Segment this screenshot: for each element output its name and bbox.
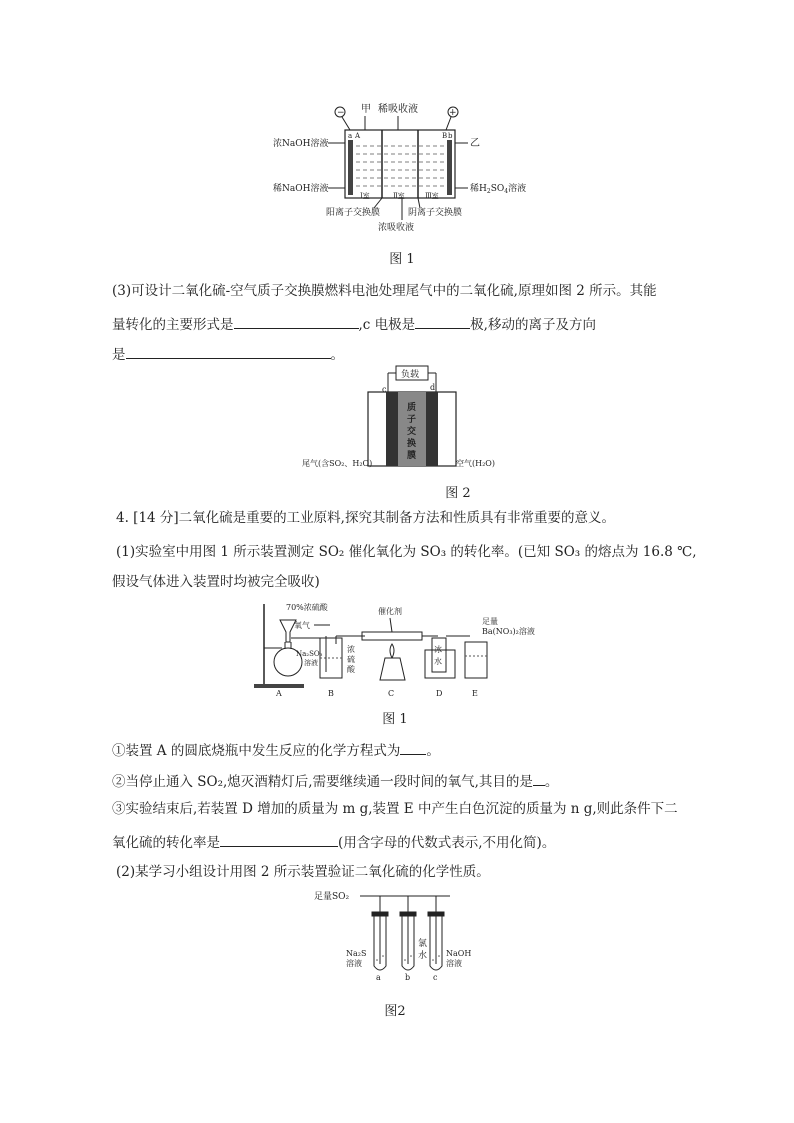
svg-text:Ⅲ室: Ⅲ室 bbox=[425, 192, 439, 200]
svg-text:硫: 硫 bbox=[347, 655, 355, 664]
svg-text:甲: 甲 bbox=[361, 104, 371, 115]
answer-blank bbox=[126, 346, 331, 359]
svg-text:氯: 氯 bbox=[418, 939, 428, 949]
svg-text:a: a bbox=[376, 973, 381, 982]
svg-text:B: B bbox=[328, 689, 334, 698]
test-tubes-figure bbox=[310, 884, 490, 984]
svg-text:氧气: 氧气 bbox=[294, 621, 310, 630]
svg-text:浓吸收液: 浓吸收液 bbox=[378, 223, 415, 233]
svg-text:Na₂SO₃: Na₂SO₃ bbox=[296, 650, 323, 658]
svg-text:NaOH: NaOH bbox=[446, 949, 472, 958]
figure2-caption: 图 2 bbox=[445, 486, 471, 501]
svg-text:Ba(NO₃)₂溶液: Ba(NO₃)₂溶液 bbox=[482, 627, 535, 636]
svg-text:D: D bbox=[436, 689, 443, 698]
answer-blank bbox=[400, 742, 426, 755]
q3-line2: 量转化的主要形式是 ,c 电极是 极,移动的离子及方向 bbox=[112, 317, 596, 333]
svg-text:空气(H₂O): 空气(H₂O) bbox=[456, 459, 495, 468]
q4-p1-line1: (1)实验室中用图 1 所示装置测定 SO₂ 催化氧化为 SO₃ 的转化率。(已知 SO₃ 的熔点为 16.8 ℃, bbox=[116, 544, 697, 560]
svg-text:C: C bbox=[388, 689, 395, 698]
figure1-caption: 图 1 bbox=[382, 712, 408, 727]
svg-text:Ⅰ室: Ⅰ室 bbox=[360, 192, 370, 200]
svg-text:A: A bbox=[355, 132, 361, 140]
svg-text:b: b bbox=[405, 973, 411, 982]
apparatus-figure bbox=[250, 598, 540, 698]
answer-blank bbox=[220, 834, 338, 847]
svg-text:溶液: 溶液 bbox=[446, 959, 462, 968]
fuel-cell-figure bbox=[298, 362, 508, 477]
answer-blank bbox=[415, 316, 470, 329]
svg-text:c: c bbox=[433, 973, 438, 982]
svg-text:交: 交 bbox=[407, 427, 417, 437]
q4-s2: ②当停止通入 SO₂,熄灭酒精灯后,需要继续通一段时间的氧气,其目的是 。 bbox=[112, 774, 559, 790]
figure2-caption: 图2 bbox=[384, 1004, 406, 1019]
q4-s3-line1: ③实验结束后,若装置 D 增加的质量为 m g,装置 E 中产生白色沉淀的质量为 n g,则此条件下二 bbox=[112, 801, 678, 817]
svg-text:水: 水 bbox=[418, 951, 428, 961]
svg-text:换: 换 bbox=[407, 439, 417, 449]
answer-blank bbox=[234, 316, 359, 329]
answer-blank bbox=[533, 773, 545, 786]
svg-text:乙: 乙 bbox=[470, 138, 480, 149]
q4-p2: (2)某学习小组设计用图 2 所示装置验证二氧化硫的化学性质。 bbox=[116, 864, 490, 880]
svg-text:催化剂: 催化剂 bbox=[378, 607, 402, 616]
svg-text:d: d bbox=[430, 383, 436, 392]
svg-text:−: − bbox=[337, 108, 345, 118]
q3-line3: 是 。 bbox=[112, 347, 344, 363]
q4-s3-line2: 氧化硫的转化率是 (用含字母的代数式表示,不用化简)。 bbox=[112, 835, 556, 851]
svg-text:足量: 足量 bbox=[482, 617, 498, 626]
svg-text:70%浓硫酸: 70%浓硫酸 bbox=[286, 603, 328, 612]
q4-s1: ①装置 A 的圆底烧瓶中发生反应的化学方程式为 。 bbox=[112, 743, 440, 759]
svg-text:溶液: 溶液 bbox=[346, 959, 362, 968]
q4-intro: 4. [14 分]二氧化硫是重要的工业原料,探究其制备方法和性质具有非常重要的意义。 bbox=[116, 510, 615, 526]
svg-text:A: A bbox=[276, 689, 282, 698]
q4-p1-line2: 假设气体进入装置时均被完全吸收) bbox=[112, 574, 320, 590]
svg-text:a: a bbox=[348, 132, 353, 140]
svg-text:质: 质 bbox=[407, 403, 417, 413]
svg-text:稀吸收液: 稀吸收液 bbox=[378, 104, 418, 115]
svg-text:c: c bbox=[382, 385, 387, 394]
svg-text:浓NaOH溶液: 浓NaOH溶液 bbox=[273, 139, 329, 149]
svg-text:阴离子交换膜: 阴离子交换膜 bbox=[408, 208, 463, 218]
svg-text:稀NaOH溶液: 稀NaOH溶液 bbox=[273, 184, 329, 194]
svg-text:水: 水 bbox=[434, 657, 442, 666]
q3-line1: (3)可设计二氧化硫-空气质子交换膜燃料电池处理尾气中的二氧化硫,原理如图 2 所示。其能 bbox=[112, 283, 657, 299]
svg-text:+: + bbox=[449, 108, 457, 118]
svg-text:尾气(含SO₂、H₂O): 尾气(含SO₂、H₂O) bbox=[302, 459, 373, 468]
svg-text:稀H2SO4溶液: 稀$H_2SO_4$溶液 bbox=[470, 184, 527, 195]
svg-text:足量SO₂: 足量SO₂ bbox=[314, 892, 350, 902]
svg-text:E: E bbox=[472, 689, 478, 698]
svg-text:负载: 负载 bbox=[401, 370, 420, 380]
svg-text:Na₂S: Na₂S bbox=[346, 949, 367, 958]
svg-text:阳离子交换膜: 阳离子交换膜 bbox=[326, 208, 381, 218]
svg-text:膜: 膜 bbox=[407, 451, 417, 461]
svg-text:溶液: 溶液 bbox=[304, 659, 318, 667]
figure1-caption: 图 1 bbox=[389, 252, 415, 267]
svg-text:B: B bbox=[442, 132, 448, 140]
svg-text:Ⅱ室: Ⅱ室 bbox=[393, 192, 405, 200]
svg-text:冰: 冰 bbox=[434, 645, 442, 654]
svg-text:浓: 浓 bbox=[347, 645, 355, 654]
svg-text:b: b bbox=[448, 132, 453, 140]
electrolysis-figure bbox=[270, 100, 530, 240]
svg-text:酸: 酸 bbox=[347, 665, 355, 674]
svg-text:子: 子 bbox=[407, 415, 417, 425]
